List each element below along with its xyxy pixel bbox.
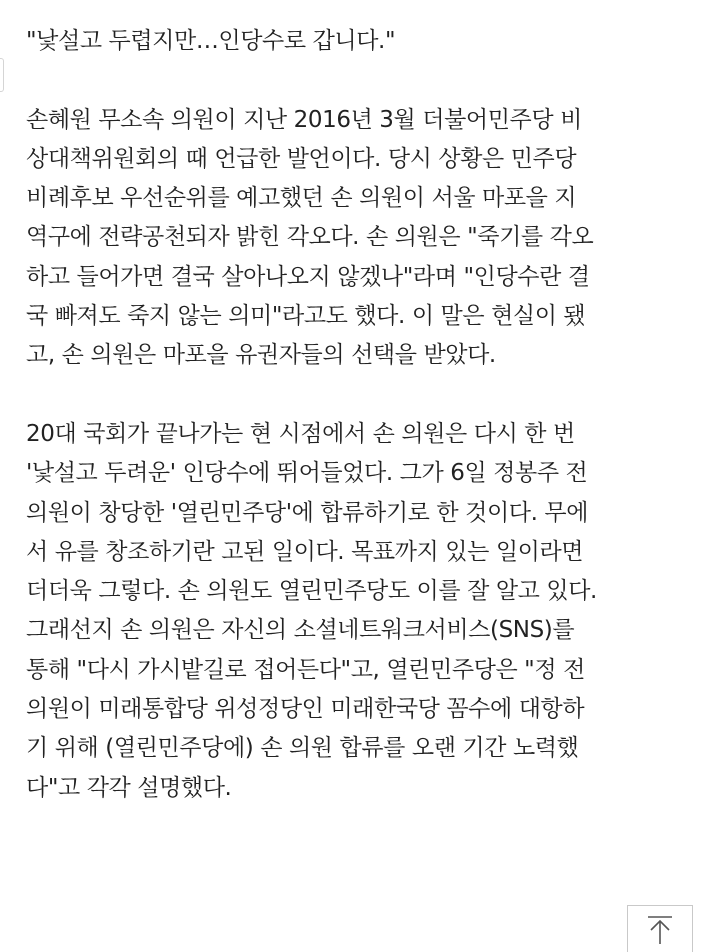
paragraph-line: 다"고 각각 설명했다. <box>26 774 232 801</box>
paragraph-line: 역구에 전략공천되자 밝힌 각오다. 손 의원은 "죽기를 각오 <box>26 224 594 251</box>
paragraph-line: 의원이 미래통합당 위성정당인 미래한국당 꼼수에 대항하 <box>26 696 585 723</box>
quote-title: "낯설고 두렵지만…인당수로 갑니다." <box>26 28 396 54</box>
paragraph-line: 더더욱 그렇다. 손 의원도 열린민주당도 이를 잘 알고 있다. <box>26 578 597 605</box>
paragraph-1 <box>26 101 698 376</box>
paragraph-2 <box>26 415 698 808</box>
paragraph-line: 상대책위원회의 때 언급한 발언이다. 당시 상황은 민주당 <box>26 145 577 172</box>
scroll-to-top-button[interactable] <box>627 905 693 952</box>
arrow-up-to-top-icon <box>647 915 673 945</box>
article-body <box>26 22 698 808</box>
paragraph-line: 의원이 창당한 '열린민주당'에 합류하기로 한 것이다. 무에 <box>26 499 589 526</box>
paragraph-line: '낯설고 두려운' 인당수에 뛰어들었다. 그가 6일 정봉주 전 <box>26 460 588 487</box>
paragraph-line: 비례후보 우선순위를 예고했던 손 의원이 서울 마포을 지 <box>26 185 577 212</box>
paragraph-line: 그래선지 손 의원은 자신의 소셜네트워크서비스(SNS)를 <box>26 617 575 644</box>
paragraph-line: 하고 들어가면 결국 살아나오지 않겠나"라며 "인당수란 결 <box>26 263 590 290</box>
paragraph-line: 손혜원 무소속 의원이 지난 2016년 3월 더불어민주당 비 <box>26 106 582 133</box>
scroll-edge-indicator <box>0 58 4 92</box>
paragraph-line: 국 빠져도 죽지 않는 의미"라고도 했다. 이 말은 현실이 됐 <box>26 303 586 330</box>
paragraph-line: 통해 "다시 가시밭길로 접어든다"고, 열린민주당은 "정 전 <box>26 656 585 683</box>
paragraph-line: 고, 손 의원은 마포을 유권자들의 선택을 받았다. <box>26 342 496 369</box>
paragraph-line: 서 유를 창조하기란 고된 일이다. 목표까지 있는 일이라면 <box>26 538 584 565</box>
paragraph-line: 20대 국회가 끝나가는 현 시점에서 손 의원은 다시 한 번 <box>26 420 575 447</box>
paragraph-line: 기 위해 (열린민주당에) 손 의원 합류를 오랜 기간 노력했 <box>26 735 579 762</box>
